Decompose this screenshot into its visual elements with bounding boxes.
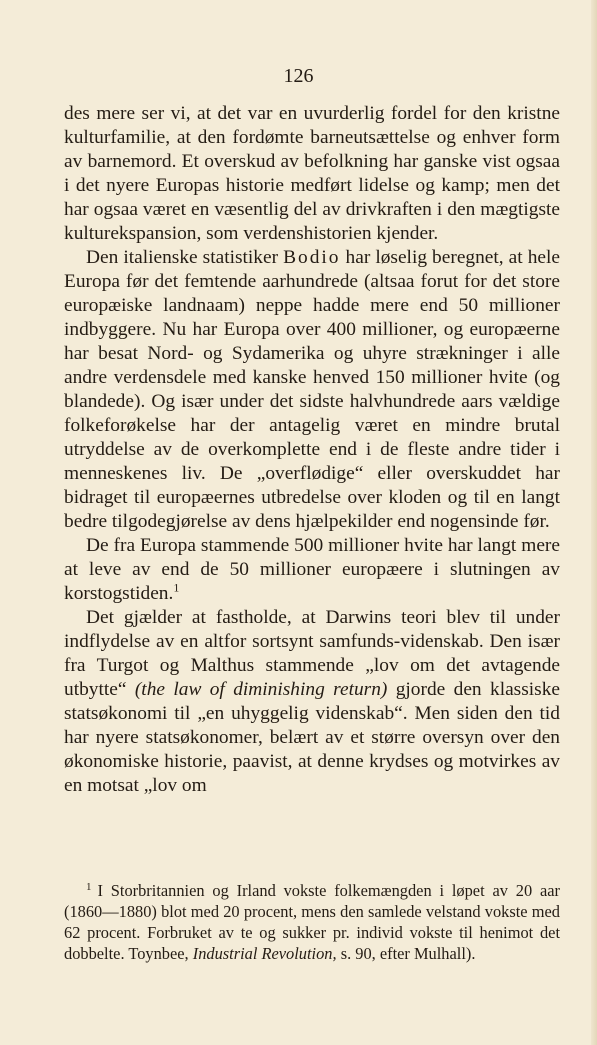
paragraph-1 xyxy=(64,102,560,246)
page-edge xyxy=(591,0,597,1045)
footnote xyxy=(64,880,560,964)
paragraph-4-italic: (the law of diminishing return) xyxy=(134,679,388,700)
footnote-lead: I Storbritannien og Irland vokste folkemængden i løpet av 20 aar (1860—1880) blot med 20 procent, mens den samlede velstand vokste med 62 procent. Forbruket av te og sukker pr. individ vokste til henimot det dobbelte. Toynbee, xyxy=(64,881,560,963)
name-bodio: Bodio xyxy=(283,247,341,268)
footnote-reference: 1 xyxy=(173,580,180,595)
page-number: 126 xyxy=(283,65,314,87)
paragraph-3 xyxy=(64,534,560,606)
paragraph-2-rest: har løselig beregnet, at hele Europa før det femtende aarhundrede (altsaa forut for det store europæiske landnaam) neppe hadde mere end 50 millioner indbyggere. Nu har Europa over 400 millioner, og europæerne har besat Nord- og Sydamerika og uhyre strækninger i alle andre verdensdele med kanske henved 150 millioner hvite (og blandede). Og især under det sidste halvhundrede aars vældige folkeforøkelse har der antagelig været en mindre brutal utryddelse av de overkomplette end i de fleste andre tider i menneskenes liv. De „overflødige“ eller overskuddet har bidraget til europæernes utbredelse over kloden og til en langt bedre tilgodegjørelse av dens hjælpekilder end nogensinde før. xyxy=(64,247,560,532)
footnote-italic: Industrial Revolution, xyxy=(192,944,337,963)
body-text xyxy=(64,102,560,798)
paragraph-4-lead: Det gjælder at fastholde, at Darwins teori blev til under indflydelse av en altfor sortsynt samfunds-videnskab. Den især fra Turgot og Malthus stammende „lov om det avtagende utbytte“ xyxy=(64,607,560,700)
paragraph-3-text: De fra Europa stammende 500 millioner hvite har langt mere at leve av end de 50 millioner europæere i slutningen av korstogstiden. xyxy=(64,535,560,604)
footnote-rest: s. 90, efter Mulhall). xyxy=(336,944,476,963)
paragraph-2-lead: Den italienske statistiker xyxy=(86,247,284,268)
footnote-marker: 1 xyxy=(86,880,92,893)
paragraph-2 xyxy=(64,246,560,534)
paragraph-4-rest: gjorde den klassiske statsøkonomi til „en uhyggelig videnskab“. Men siden den tid har nyere statsøkonomer, belært av et større oversyn over den økonomiske historie, paavist, at denne krydses og motvirkes av en motsat „lov om xyxy=(64,679,561,796)
paragraph-1-text: des mere ser vi, at det var en uvurderlig fordel for den kristne kulturfamilie, at den fordømte barneutsættelse og enhver form av barnemord. Et overskud av befolkning har ganske vist ogsaa i det nyere Europas historie medført lidelse og kamp; men det har ogsaa været en væsentlig del av drivkraften i den mægtigste kulturekspansion, som verdenshistorien kjender. xyxy=(64,103,560,244)
paragraph-4 xyxy=(64,606,560,798)
